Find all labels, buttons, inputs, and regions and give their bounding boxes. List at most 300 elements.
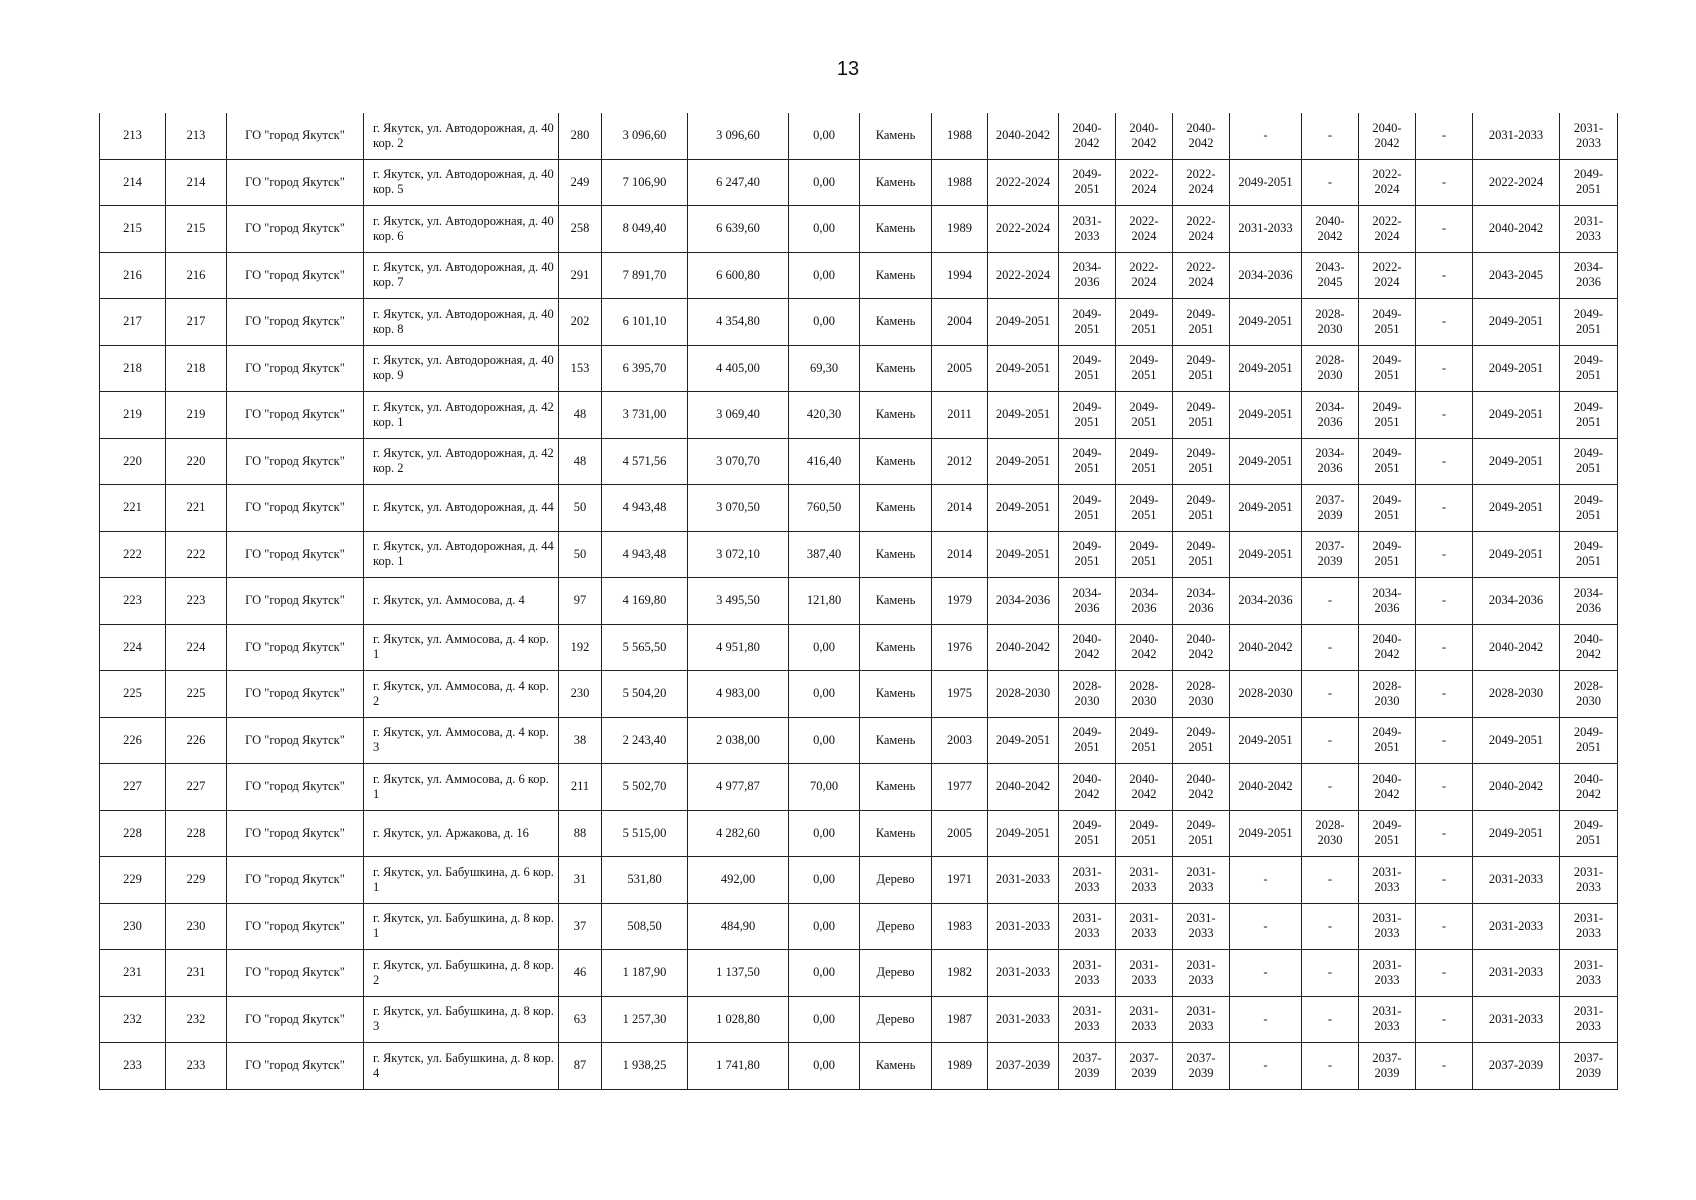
municipality-cell: ГО "город Якутск" [227, 206, 364, 253]
work-period-cell-2: 2028-2030 [1059, 671, 1116, 718]
municipality-cell: ГО "город Якутск" [227, 671, 364, 718]
address-cell: г. Якутск, ул. Автодорожная, д. 42 кор. 1 [364, 392, 559, 439]
table-row [100, 624, 1618, 671]
work-period-cell-4: 2049-2051 [1173, 531, 1230, 578]
work-period-cell-1: 2031-2033 [988, 996, 1059, 1043]
address-cell: г. Якутск, ул. Автодорожная, д. 40 кор. 2 [364, 113, 559, 159]
work-period-cell-2: 2040-2042 [1059, 624, 1116, 671]
nonresidential-area-cell: 0,00 [789, 671, 860, 718]
municipality-cell: ГО "город Якутск" [227, 1043, 364, 1090]
work-period-cell-1: 2022-2024 [988, 206, 1059, 253]
municipality-cell: ГО "город Якутск" [227, 252, 364, 299]
work-period-cell-5: 2049-2051 [1230, 345, 1302, 392]
work-period-cell-7: 2037-2039 [1359, 1043, 1416, 1090]
table-row [100, 764, 1618, 811]
work-period-cell-7: 2031-2033 [1359, 903, 1416, 950]
work-period-cell-3: 2028-2030 [1116, 671, 1173, 718]
apartments-cell: 153 [559, 345, 602, 392]
row-number-cell: 231 [100, 950, 166, 997]
work-period-cell-7: 2049-2051 [1359, 438, 1416, 485]
work-period-cell-9: 2031-2033 [1473, 113, 1560, 159]
work-period-cell-1: 2028-2030 [988, 671, 1059, 718]
work-period-cell-10: 2031-2033 [1560, 903, 1618, 950]
work-period-cell-5: - [1230, 113, 1302, 159]
nonresidential-area-cell: 0,00 [789, 996, 860, 1043]
work-period-cell-6: - [1302, 857, 1359, 904]
work-period-cell-9: 2031-2033 [1473, 857, 1560, 904]
work-period-cell-10: 2028-2030 [1560, 671, 1618, 718]
row-number-cell: 226 [100, 717, 166, 764]
total-area-cell: 508,50 [602, 903, 688, 950]
work-period-cell-8: - [1416, 392, 1473, 439]
work-period-cell-9: 2049-2051 [1473, 531, 1560, 578]
residential-area-cell: 4 977,87 [688, 764, 789, 811]
residential-area-cell: 484,90 [688, 903, 789, 950]
work-period-cell-10: 2031-2033 [1560, 113, 1618, 159]
work-period-cell-5: 2049-2051 [1230, 717, 1302, 764]
wall-material-cell: Камень [860, 113, 932, 159]
residential-area-cell: 3 070,50 [688, 485, 789, 532]
municipality-cell: ГО "город Якутск" [227, 578, 364, 625]
address-cell: г. Якутск, ул. Автодорожная, д. 40 кор. 8 [364, 299, 559, 346]
address-cell: г. Якутск, ул. Автодорожная, д. 40 кор. 5 [364, 159, 559, 206]
apartments-cell: 202 [559, 299, 602, 346]
table-row [100, 578, 1618, 625]
work-period-cell-8: - [1416, 996, 1473, 1043]
work-period-cell-7: 2022-2024 [1359, 159, 1416, 206]
work-period-cell-4: 2022-2024 [1173, 206, 1230, 253]
region-number-cell: 233 [166, 1043, 227, 1090]
total-area-cell: 4 943,48 [602, 485, 688, 532]
total-area-cell: 1 187,90 [602, 950, 688, 997]
work-period-cell-3: 2022-2024 [1116, 159, 1173, 206]
work-period-cell-1: 2049-2051 [988, 392, 1059, 439]
row-number-cell: 232 [100, 996, 166, 1043]
work-period-cell-6: 2037-2039 [1302, 485, 1359, 532]
total-area-cell: 4 943,48 [602, 531, 688, 578]
work-period-cell-7: 2022-2024 [1359, 206, 1416, 253]
work-period-cell-7: 2049-2051 [1359, 531, 1416, 578]
residential-area-cell: 1 137,50 [688, 950, 789, 997]
municipality-cell: ГО "город Якутск" [227, 950, 364, 997]
work-period-cell-3: 2049-2051 [1116, 810, 1173, 857]
row-number-cell: 225 [100, 671, 166, 718]
row-number-cell: 219 [100, 392, 166, 439]
work-period-cell-3: 2040-2042 [1116, 764, 1173, 811]
region-number-cell: 229 [166, 857, 227, 904]
apartments-cell: 50 [559, 485, 602, 532]
nonresidential-area-cell: 121,80 [789, 578, 860, 625]
work-period-cell-7: 2040-2042 [1359, 113, 1416, 159]
work-period-cell-1: 2049-2051 [988, 438, 1059, 485]
municipality-cell: ГО "город Якутск" [227, 485, 364, 532]
work-period-cell-4: 2049-2051 [1173, 345, 1230, 392]
row-number-cell: 224 [100, 624, 166, 671]
work-period-cell-4: 2049-2051 [1173, 810, 1230, 857]
work-period-cell-8: - [1416, 299, 1473, 346]
wall-material-cell: Камень [860, 438, 932, 485]
table-row [100, 159, 1618, 206]
row-number-cell: 222 [100, 531, 166, 578]
municipality-cell: ГО "город Якутск" [227, 903, 364, 950]
municipality-cell: ГО "город Якутск" [227, 113, 364, 159]
table-row [100, 438, 1618, 485]
work-period-cell-8: - [1416, 438, 1473, 485]
work-period-cell-3: 2022-2024 [1116, 252, 1173, 299]
apartments-cell: 211 [559, 764, 602, 811]
municipality-cell: ГО "город Якутск" [227, 857, 364, 904]
work-period-cell-3: 2049-2051 [1116, 717, 1173, 764]
work-period-cell-10: 2049-2051 [1560, 392, 1618, 439]
address-cell: г. Якутск, ул. Автодорожная, д. 44 кор. 1 [364, 531, 559, 578]
work-period-cell-5: - [1230, 857, 1302, 904]
region-number-cell: 216 [166, 252, 227, 299]
total-area-cell: 1 257,30 [602, 996, 688, 1043]
table-row [100, 206, 1618, 253]
build-year-cell: 1989 [932, 1043, 988, 1090]
work-period-cell-10: 2031-2033 [1560, 206, 1618, 253]
address-cell: г. Якутск, ул. Аммосова, д. 4 кор. 3 [364, 717, 559, 764]
municipality-cell: ГО "город Якутск" [227, 717, 364, 764]
region-number-cell: 214 [166, 159, 227, 206]
work-period-cell-7: 2040-2042 [1359, 764, 1416, 811]
residential-area-cell: 4 983,00 [688, 671, 789, 718]
work-period-cell-6: 2028-2030 [1302, 345, 1359, 392]
apartments-cell: 97 [559, 578, 602, 625]
work-period-cell-10: 2049-2051 [1560, 717, 1618, 764]
work-period-cell-7: 2049-2051 [1359, 299, 1416, 346]
table-row [100, 113, 1618, 159]
apartments-cell: 249 [559, 159, 602, 206]
work-period-cell-7: 2049-2051 [1359, 485, 1416, 532]
build-year-cell: 2014 [932, 485, 988, 532]
work-period-cell-9: 2049-2051 [1473, 485, 1560, 532]
build-year-cell: 1979 [932, 578, 988, 625]
work-period-cell-6: - [1302, 996, 1359, 1043]
build-year-cell: 1988 [932, 113, 988, 159]
work-period-cell-5: 2049-2051 [1230, 531, 1302, 578]
total-area-cell: 4 571,56 [602, 438, 688, 485]
work-period-cell-5: 2031-2033 [1230, 206, 1302, 253]
nonresidential-area-cell: 0,00 [789, 810, 860, 857]
work-period-cell-10: 2034-2036 [1560, 252, 1618, 299]
wall-material-cell: Камень [860, 252, 932, 299]
work-period-cell-9: 2022-2024 [1473, 159, 1560, 206]
work-period-cell-1: 2022-2024 [988, 252, 1059, 299]
municipality-cell: ГО "город Якутск" [227, 531, 364, 578]
wall-material-cell: Камень [860, 345, 932, 392]
work-period-cell-7: 2028-2030 [1359, 671, 1416, 718]
work-period-cell-4: 2022-2024 [1173, 159, 1230, 206]
residential-area-cell: 3 070,70 [688, 438, 789, 485]
apartments-cell: 230 [559, 671, 602, 718]
apartments-cell: 37 [559, 903, 602, 950]
work-period-cell-5: 2049-2051 [1230, 299, 1302, 346]
work-period-cell-6: 2034-2036 [1302, 438, 1359, 485]
table-row [100, 950, 1618, 997]
total-area-cell: 5 515,00 [602, 810, 688, 857]
nonresidential-area-cell: 416,40 [789, 438, 860, 485]
region-number-cell: 219 [166, 392, 227, 439]
work-period-cell-8: - [1416, 206, 1473, 253]
work-period-cell-2: 2037-2039 [1059, 1043, 1116, 1090]
address-cell: г. Якутск, ул. Автодорожная, д. 40 кор. 7 [364, 252, 559, 299]
work-period-cell-4: 2031-2033 [1173, 996, 1230, 1043]
nonresidential-area-cell: 0,00 [789, 717, 860, 764]
table-row [100, 903, 1618, 950]
work-period-cell-7: 2034-2036 [1359, 578, 1416, 625]
work-period-cell-3: 2031-2033 [1116, 903, 1173, 950]
housing-registry-table [99, 113, 1618, 1090]
work-period-cell-9: 2034-2036 [1473, 578, 1560, 625]
municipality-cell: ГО "город Якутск" [227, 810, 364, 857]
row-number-cell: 216 [100, 252, 166, 299]
row-number-cell: 227 [100, 764, 166, 811]
region-number-cell: 222 [166, 531, 227, 578]
region-number-cell: 230 [166, 903, 227, 950]
page-number: 13 [836, 58, 860, 80]
work-period-cell-10: 2049-2051 [1560, 438, 1618, 485]
table-row [100, 485, 1618, 532]
region-number-cell: 231 [166, 950, 227, 997]
work-period-cell-9: 2049-2051 [1473, 345, 1560, 392]
table-row [100, 671, 1618, 718]
work-period-cell-3: 2049-2051 [1116, 345, 1173, 392]
residential-area-cell: 4 282,60 [688, 810, 789, 857]
apartments-cell: 87 [559, 1043, 602, 1090]
work-period-cell-6: - [1302, 950, 1359, 997]
work-period-cell-4: 2022-2024 [1173, 252, 1230, 299]
work-period-cell-10: 2031-2033 [1560, 950, 1618, 997]
work-period-cell-8: - [1416, 810, 1473, 857]
work-period-cell-7: 2049-2051 [1359, 392, 1416, 439]
build-year-cell: 2005 [932, 345, 988, 392]
residential-area-cell: 6 600,80 [688, 252, 789, 299]
work-period-cell-10: 2049-2051 [1560, 810, 1618, 857]
work-period-cell-2: 2031-2033 [1059, 206, 1116, 253]
municipality-cell: ГО "город Якутск" [227, 764, 364, 811]
work-period-cell-10: 2049-2051 [1560, 485, 1618, 532]
nonresidential-area-cell: 760,50 [789, 485, 860, 532]
work-period-cell-9: 2037-2039 [1473, 1043, 1560, 1090]
residential-area-cell: 1 028,80 [688, 996, 789, 1043]
work-period-cell-8: - [1416, 252, 1473, 299]
work-period-cell-5: 2034-2036 [1230, 578, 1302, 625]
wall-material-cell: Камень [860, 392, 932, 439]
address-cell: г. Якутск, ул. Автодорожная, д. 40 кор. 9 [364, 345, 559, 392]
work-period-cell-9: 2040-2042 [1473, 624, 1560, 671]
work-period-cell-6: 2037-2039 [1302, 531, 1359, 578]
address-cell: г. Якутск, ул. Бабушкина, д. 8 кор. 4 [364, 1043, 559, 1090]
work-period-cell-1: 2037-2039 [988, 1043, 1059, 1090]
work-period-cell-8: - [1416, 485, 1473, 532]
residential-area-cell: 4 951,80 [688, 624, 789, 671]
work-period-cell-2: 2049-2051 [1059, 299, 1116, 346]
apartments-cell: 280 [559, 113, 602, 159]
build-year-cell: 2005 [932, 810, 988, 857]
work-period-cell-2: 2034-2036 [1059, 578, 1116, 625]
work-period-cell-5: 2040-2042 [1230, 624, 1302, 671]
total-area-cell: 7 106,90 [602, 159, 688, 206]
build-year-cell: 2004 [932, 299, 988, 346]
work-period-cell-2: 2049-2051 [1059, 531, 1116, 578]
work-period-cell-2: 2049-2051 [1059, 392, 1116, 439]
work-period-cell-5: - [1230, 996, 1302, 1043]
region-number-cell: 232 [166, 996, 227, 1043]
total-area-cell: 5 502,70 [602, 764, 688, 811]
address-cell: г. Якутск, ул. Аммосова, д. 6 кор. 1 [364, 764, 559, 811]
region-number-cell: 215 [166, 206, 227, 253]
work-period-cell-9: 2043-2045 [1473, 252, 1560, 299]
nonresidential-area-cell: 0,00 [789, 206, 860, 253]
build-year-cell: 1983 [932, 903, 988, 950]
work-period-cell-1: 2034-2036 [988, 578, 1059, 625]
work-period-cell-8: - [1416, 671, 1473, 718]
wall-material-cell: Камень [860, 531, 932, 578]
work-period-cell-10: 2037-2039 [1560, 1043, 1618, 1090]
work-period-cell-2: 2034-2036 [1059, 252, 1116, 299]
work-period-cell-6: - [1302, 1043, 1359, 1090]
row-number-cell: 215 [100, 206, 166, 253]
apartments-cell: 291 [559, 252, 602, 299]
row-number-cell: 220 [100, 438, 166, 485]
apartments-cell: 258 [559, 206, 602, 253]
residential-area-cell: 2 038,00 [688, 717, 789, 764]
address-cell: г. Якутск, ул. Аржакова, д. 16 [364, 810, 559, 857]
nonresidential-area-cell: 0,00 [789, 950, 860, 997]
work-period-cell-8: - [1416, 903, 1473, 950]
wall-material-cell: Камень [860, 717, 932, 764]
wall-material-cell: Дерево [860, 950, 932, 997]
wall-material-cell: Камень [860, 671, 932, 718]
work-period-cell-3: 2037-2039 [1116, 1043, 1173, 1090]
wall-material-cell: Камень [860, 206, 932, 253]
work-period-cell-5: 2049-2051 [1230, 810, 1302, 857]
work-period-cell-4: 2049-2051 [1173, 299, 1230, 346]
work-period-cell-2: 2031-2033 [1059, 857, 1116, 904]
table-row [100, 345, 1618, 392]
work-period-cell-1: 2040-2042 [988, 624, 1059, 671]
work-period-cell-10: 2034-2036 [1560, 578, 1618, 625]
row-number-cell: 214 [100, 159, 166, 206]
work-period-cell-1: 2049-2051 [988, 485, 1059, 532]
work-period-cell-3: 2049-2051 [1116, 392, 1173, 439]
total-area-cell: 5 565,50 [602, 624, 688, 671]
build-year-cell: 1988 [932, 159, 988, 206]
work-period-cell-10: 2040-2042 [1560, 764, 1618, 811]
nonresidential-area-cell: 0,00 [789, 252, 860, 299]
work-period-cell-2: 2049-2051 [1059, 438, 1116, 485]
nonresidential-area-cell: 0,00 [789, 903, 860, 950]
nonresidential-area-cell: 0,00 [789, 159, 860, 206]
work-period-cell-3: 2031-2033 [1116, 857, 1173, 904]
nonresidential-area-cell: 0,00 [789, 857, 860, 904]
work-period-cell-2: 2049-2051 [1059, 345, 1116, 392]
work-period-cell-7: 2049-2051 [1359, 345, 1416, 392]
row-number-cell: 223 [100, 578, 166, 625]
region-number-cell: 220 [166, 438, 227, 485]
work-period-cell-9: 2031-2033 [1473, 996, 1560, 1043]
table-row [100, 299, 1618, 346]
wall-material-cell: Камень [860, 810, 932, 857]
wall-material-cell: Камень [860, 485, 932, 532]
work-period-cell-9: 2031-2033 [1473, 950, 1560, 997]
work-period-cell-4: 2049-2051 [1173, 717, 1230, 764]
work-period-cell-6: - [1302, 671, 1359, 718]
work-period-cell-8: - [1416, 159, 1473, 206]
work-period-cell-4: 2040-2042 [1173, 624, 1230, 671]
build-year-cell: 1982 [932, 950, 988, 997]
work-period-cell-10: 2049-2051 [1560, 531, 1618, 578]
region-number-cell: 217 [166, 299, 227, 346]
work-period-cell-4: 2049-2051 [1173, 392, 1230, 439]
work-period-cell-2: 2049-2051 [1059, 717, 1116, 764]
municipality-cell: ГО "город Якутск" [227, 299, 364, 346]
work-period-cell-3: 2040-2042 [1116, 113, 1173, 159]
row-number-cell: 213 [100, 113, 166, 159]
work-period-cell-7: 2031-2033 [1359, 950, 1416, 997]
municipality-cell: ГО "город Якутск" [227, 159, 364, 206]
total-area-cell: 7 891,70 [602, 252, 688, 299]
total-area-cell: 6 101,10 [602, 299, 688, 346]
residential-area-cell: 3 495,50 [688, 578, 789, 625]
region-number-cell: 224 [166, 624, 227, 671]
row-number-cell: 230 [100, 903, 166, 950]
total-area-cell: 8 049,40 [602, 206, 688, 253]
row-number-cell: 228 [100, 810, 166, 857]
wall-material-cell: Дерево [860, 996, 932, 1043]
address-cell: г. Якутск, ул. Бабушкина, д. 6 кор. 1 [364, 857, 559, 904]
work-period-cell-7: 2031-2033 [1359, 996, 1416, 1043]
apartments-cell: 48 [559, 392, 602, 439]
work-period-cell-4: 2034-2036 [1173, 578, 1230, 625]
work-period-cell-6: - [1302, 113, 1359, 159]
region-number-cell: 221 [166, 485, 227, 532]
wall-material-cell: Дерево [860, 903, 932, 950]
work-period-cell-6: 2034-2036 [1302, 392, 1359, 439]
work-period-cell-1: 2022-2024 [988, 159, 1059, 206]
total-area-cell: 5 504,20 [602, 671, 688, 718]
residential-area-cell: 4 354,80 [688, 299, 789, 346]
work-period-cell-7: 2049-2051 [1359, 717, 1416, 764]
nonresidential-area-cell: 0,00 [789, 1043, 860, 1090]
work-period-cell-2: 2040-2042 [1059, 113, 1116, 159]
row-number-cell: 229 [100, 857, 166, 904]
work-period-cell-3: 2031-2033 [1116, 996, 1173, 1043]
region-number-cell: 227 [166, 764, 227, 811]
municipality-cell: ГО "город Якутск" [227, 996, 364, 1043]
wall-material-cell: Камень [860, 299, 932, 346]
table-row [100, 392, 1618, 439]
work-period-cell-2: 2049-2051 [1059, 485, 1116, 532]
work-period-cell-1: 2049-2051 [988, 810, 1059, 857]
total-area-cell: 6 395,70 [602, 345, 688, 392]
table-row [100, 996, 1618, 1043]
build-year-cell: 1976 [932, 624, 988, 671]
nonresidential-area-cell: 387,40 [789, 531, 860, 578]
municipality-cell: ГО "город Якутск" [227, 345, 364, 392]
wall-material-cell: Камень [860, 764, 932, 811]
work-period-cell-6: - [1302, 159, 1359, 206]
table-row [100, 717, 1618, 764]
work-period-cell-8: - [1416, 531, 1473, 578]
region-number-cell: 218 [166, 345, 227, 392]
municipality-cell: ГО "город Якутск" [227, 438, 364, 485]
work-period-cell-9: 2049-2051 [1473, 438, 1560, 485]
table-row [100, 810, 1618, 857]
address-cell: г. Якутск, ул. Бабушкина, д. 8 кор. 3 [364, 996, 559, 1043]
region-number-cell: 226 [166, 717, 227, 764]
